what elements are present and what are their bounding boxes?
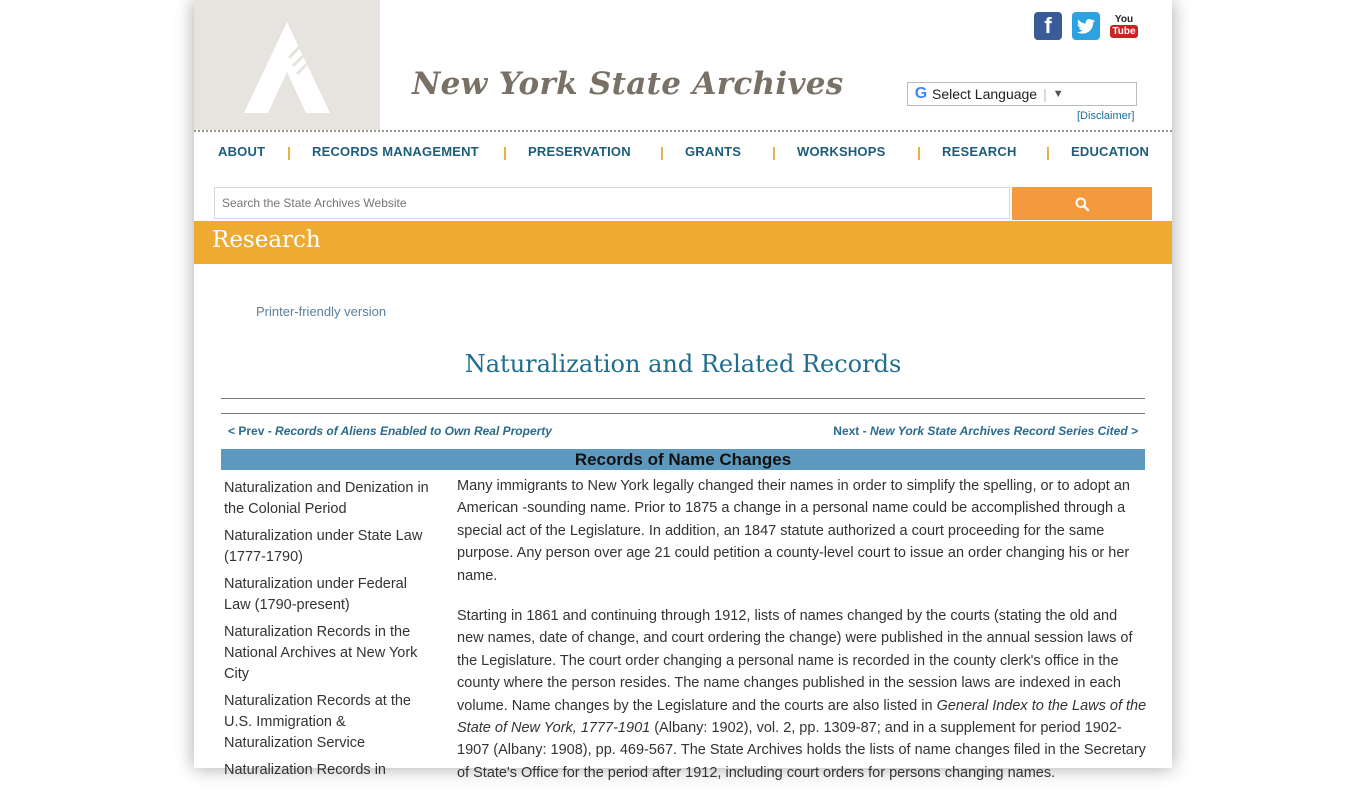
search-icon <box>1075 197 1089 211</box>
youtube-icon-bottom: Tube <box>1112 26 1136 37</box>
facebook-icon[interactable]: f <box>1034 12 1062 40</box>
search-button[interactable] <box>1012 187 1152 220</box>
prev-link[interactable] <box>228 424 552 438</box>
page-container <box>194 0 1172 781</box>
sidebar-item-ins[interactable]: Naturalization Records at the U.S. Immigration & Naturalization Service <box>224 693 411 751</box>
nav-separator: | <box>503 144 507 160</box>
nav-separator: | <box>772 144 776 160</box>
nav-grants[interactable]: GRANTS <box>685 144 742 159</box>
section-heading-bar <box>221 449 1145 470</box>
nav-about[interactable]: ABOUT <box>218 144 266 159</box>
header-divider <box>194 130 1172 132</box>
paragraph-2 <box>457 605 1147 784</box>
sidebar-item-federal-law[interactable]: Naturalization under Federal Law (1790-present) <box>224 576 407 613</box>
prev-label: < Prev - <box>228 424 276 438</box>
site-title[interactable]: New York State Archives <box>412 66 844 102</box>
title-divider-top <box>221 398 1145 399</box>
nav-separator: | <box>917 144 921 160</box>
section-banner <box>194 221 1172 264</box>
disclaimer-link[interactable]: [Disclaimer] <box>1077 110 1135 122</box>
paragraph-2-citation: General Index to the Laws of the State of New York, 1777-1901 <box>457 697 1147 737</box>
youtube-icon[interactable] <box>1110 12 1138 40</box>
nav-separator: | <box>660 144 664 160</box>
sidebar-item-more[interactable]: Naturalization Records in <box>224 762 386 778</box>
nav-separator: | <box>287 144 291 160</box>
youtube-icon-top: You <box>1114 14 1134 25</box>
language-select-divider: | <box>1043 86 1047 102</box>
main-content <box>457 475 1147 802</box>
nav-workshops[interactable]: WORKSHOPS <box>797 144 886 159</box>
paragraph-2-text-b: (Albany: 1902), vol. 2, pp. 1309-87; and in a supplement for period 1902-1907 (Albany: 1908), pp. 469-567. The State Archives holds the lists of name changes filed in the Secretary of State's Office for the period after 1912, including court orders for persons changing names. <box>457 720 1146 781</box>
paragraph-2-text-a: Starting in 1861 and continuing through 1912, lists of names changed by the courts (stating the old and new names, date of change, and court ordering the change) were published in the annual session laws of the Legislature. The court order changing a personal name is recorded in the county clerk's office in the county where the person resides. The name changes published in the session laws are indexed in each volume. Name changes by the Legislature and the courts are also listed in <box>457 608 1133 714</box>
printer-friendly-link[interactable]: Printer-friendly version <box>256 304 387 319</box>
search-input[interactable] <box>214 187 1010 219</box>
section-heading: Records of Name Changes <box>574 450 792 469</box>
chevron-down-icon: ▼ <box>1052 88 1064 100</box>
nav-education[interactable]: EDUCATION <box>1071 144 1150 159</box>
language-select[interactable] <box>907 82 1137 106</box>
banner-title: Research <box>212 227 321 253</box>
next-title: New York State Archives Record Series Cited > <box>869 424 1138 438</box>
language-select-label: Select Language <box>932 86 1038 102</box>
nav-preservation[interactable]: PRESERVATION <box>528 144 631 159</box>
title-divider-bottom <box>221 413 1145 414</box>
logo[interactable] <box>194 0 380 130</box>
nav-separator: | <box>1046 144 1050 160</box>
paragraph-1: Many immigrants to New York legally changed their names in order to simplify the spelling, or to adopt an American -sounding name. Prior to 1875 a change in a personal name could be accomplished through a special act of the Legislature. In addition, an 1847 statute authorized a court proceeding for the same purpose. Any person over age 21 could petition a county-level court to issue an order changing his or her name. <box>457 478 1130 584</box>
page-title: Naturalization and Related Records <box>464 350 902 378</box>
sidebar-item-state-law[interactable]: Naturalization under State Law (1777-1790) <box>224 528 423 565</box>
next-label: Next - <box>833 424 870 438</box>
prev-title: Records of Aliens Enabled to Own Real Property <box>275 424 552 438</box>
sidebar-nav <box>224 478 436 787</box>
sidebar-item-national-archives-nyc[interactable]: Naturalization Records in the National Archives at New York City <box>224 624 418 682</box>
archives-logo-icon <box>194 0 380 130</box>
nav-research[interactable]: RESEARCH <box>942 144 1017 159</box>
nav-records-management[interactable]: RECORDS MANAGEMENT <box>312 144 479 159</box>
sidebar-item-colonial-period[interactable]: Naturalization and Denization in the Colonial Period <box>224 480 429 517</box>
main-nav <box>194 144 1172 160</box>
twitter-icon[interactable] <box>1072 12 1100 40</box>
next-link[interactable] <box>833 424 1138 438</box>
google-icon: G <box>914 85 928 102</box>
